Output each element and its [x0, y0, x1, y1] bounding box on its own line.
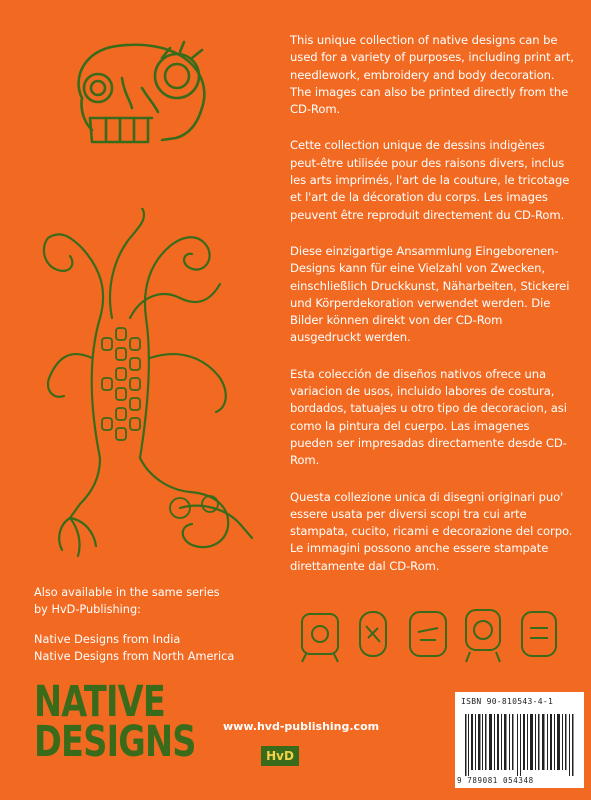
- also-available-heading-line2: by HvD-Publishing:: [34, 603, 141, 616]
- glyph-2: [360, 612, 386, 656]
- publisher-logo: HvD: [261, 746, 299, 766]
- isbn-barcode-box: [455, 692, 584, 788]
- description-french: Cette collection unique de dessins indigènes peut-être utilisée pour des raisons divers, inclus les arts imprimés, l'art de la couture, le tricotage et l'art de la décoration du corps. Les images peuvent être reproduit directement du CD-Rom.: [290, 138, 570, 222]
- tree-serpent-illustration: [30, 208, 255, 573]
- description-german: Diese einzigartige Ansammlung Eingeborenen-Designs kann für eine Vielzahl von Zwecken, einschließlich Druckkunst, Näharbeiten, Stickerei und Körperdekoration verwendet werden. Die Bilder können direkt von der CD-Rom ausgedruckt werden.: [290, 243, 570, 345]
- skull-illustration: [62, 38, 214, 148]
- description-english: This unique collection of native designs can be used for a variety of purposes, including print art, needlework, embroidery and body decoration. The images can also be printed directly from the CD-Rom.: [290, 33, 574, 117]
- description-spanish: Esta colección de diseños nativos ofrece una variacion de usos, incluido labores de costura, bordados, tatuajes u otro tipo de decoracion, asi como la pintura del cuerpo. Las imagenes pueden ser impresadas directamente desde CD-Rom.: [290, 366, 567, 468]
- also-available-title-north-america: Native Designs from North America: [34, 650, 235, 663]
- barcode-number: 9 789081 054348: [457, 776, 534, 785]
- publisher-website: www.hvd-publishing.com: [223, 720, 380, 733]
- also-available: [34, 584, 274, 665]
- glyph-1: [302, 614, 338, 662]
- glyph-4: [466, 610, 500, 662]
- glyph-5: [522, 612, 556, 656]
- brand-line1: NATIVE: [34, 677, 165, 727]
- glyph-row: [298, 606, 566, 666]
- description-paragraphs: [290, 32, 576, 594]
- isbn-label: ISBN 90-810543-4-1: [461, 697, 554, 706]
- also-available-title-india: Native Designs from India: [34, 633, 181, 646]
- series-brand-logo: [34, 677, 196, 767]
- glyph-3: [410, 612, 446, 656]
- barcode-icon: [465, 714, 575, 776]
- brand-line2: DESIGNS: [34, 717, 196, 767]
- description-italian: Questa collezione unica di disegni originari puo' essere usata per diversi scopi tra cui arte stampata, cucito, ricami e decorazione del corpo. Le immagini possono anche essere stampate direttamente dal CD-Rom.: [290, 489, 573, 573]
- also-available-heading-line1: Also available in the same series: [34, 586, 220, 599]
